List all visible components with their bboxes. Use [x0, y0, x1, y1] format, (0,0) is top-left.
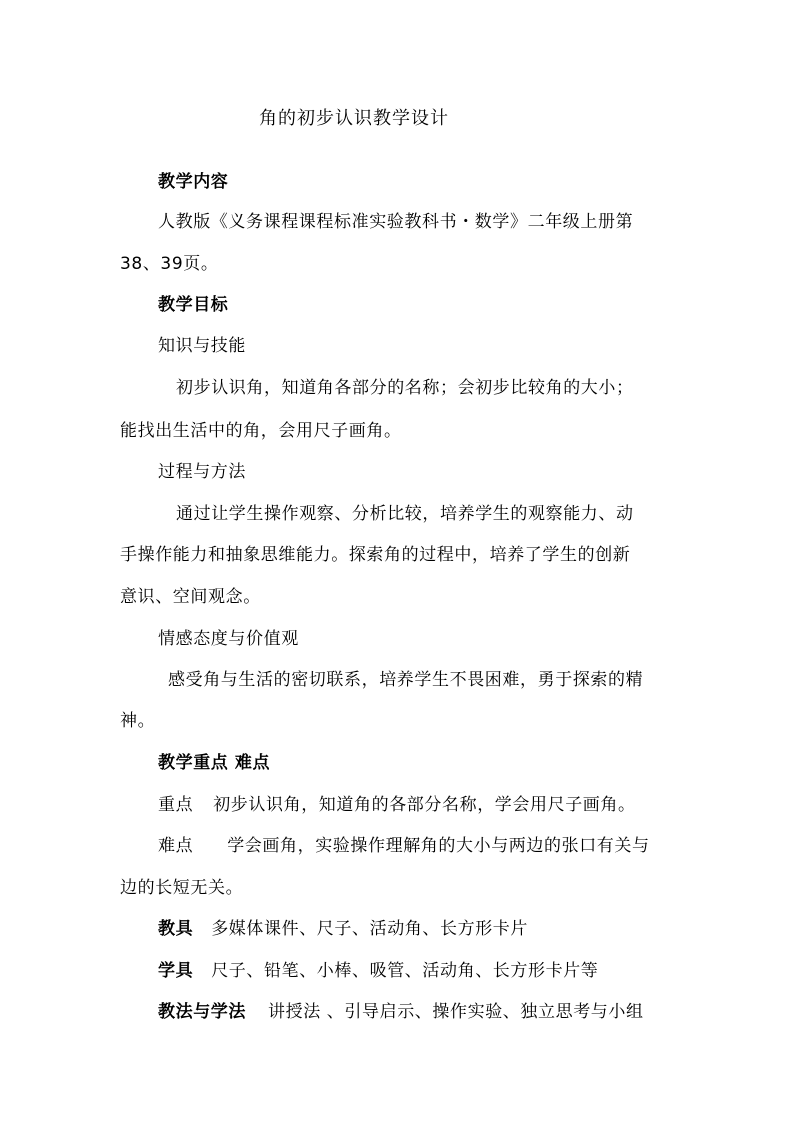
difficult-point-label: 难点 [158, 836, 194, 856]
subheading-emotion-values: 情感态度与价值观 [158, 629, 299, 649]
heading-key-difficult-points: 教学重点 难点 [158, 753, 271, 773]
methods-row [158, 1000, 644, 1024]
heading-teaching-content: 教学内容 [158, 172, 229, 192]
key-point-label: 重点 [158, 795, 194, 815]
knowledge-line-1: 初步认识角，知道角各部分的名称；会初步比较角的大小； [176, 378, 634, 398]
heading-teaching-goals: 教学目标 [158, 295, 229, 315]
learning-aids-label: 学具 [158, 961, 194, 981]
emotion-line-2: 神。 [120, 711, 156, 731]
process-line-3: 意识、空间观念。 [120, 587, 261, 607]
process-line-1: 通过让学生操作观察、分析比较，培养学生的观察能力、动 [176, 504, 634, 524]
teaching-aids-text: 多媒体课件、尺子、活动角、长方形卡片 [211, 919, 529, 939]
content-line-2: 38、39页。 [120, 254, 219, 274]
learning-aids-row [158, 959, 598, 983]
emotion-line-1: 感受角与生活的密切联系，培养学生不畏困难，勇于探索的精 [168, 670, 644, 690]
difficult-point-row [158, 834, 650, 858]
teaching-aids-label: 教具 [158, 919, 194, 939]
teaching-aids-row [158, 917, 528, 941]
subheading-process-methods: 过程与方法 [158, 462, 246, 482]
difficult-point-text: 学会画角，实验操作理解角的大小与两边的张口有关与 [227, 836, 650, 856]
content-line-1: 人教版《义务课程课程标准实验教科书・数学》二年级上册第 [158, 212, 634, 232]
methods-label: 教法与学法 [158, 1002, 246, 1022]
document-title: 角的初步认识教学设计 [259, 108, 449, 129]
knowledge-line-2: 能找出生活中的角，会用尺子画角。 [120, 421, 402, 441]
subheading-knowledge-skills: 知识与技能 [158, 336, 246, 356]
methods-text: 讲授法 、引导启示、操作实验、独立思考与小组 [268, 1002, 644, 1022]
key-point-text: 初步认识角，知道角的各部分名称，学会用尺子画角。 [213, 795, 636, 815]
difficult-point-line-2: 边的长短无关。 [120, 878, 244, 898]
process-line-2: 手操作能力和抽象思维能力。探索角的过程中，培养了学生的创新 [120, 545, 631, 565]
key-point-row [158, 793, 636, 817]
learning-aids-text: 尺子、铅笔、小棒、吸管、活动角、长方形卡片等 [211, 961, 599, 981]
